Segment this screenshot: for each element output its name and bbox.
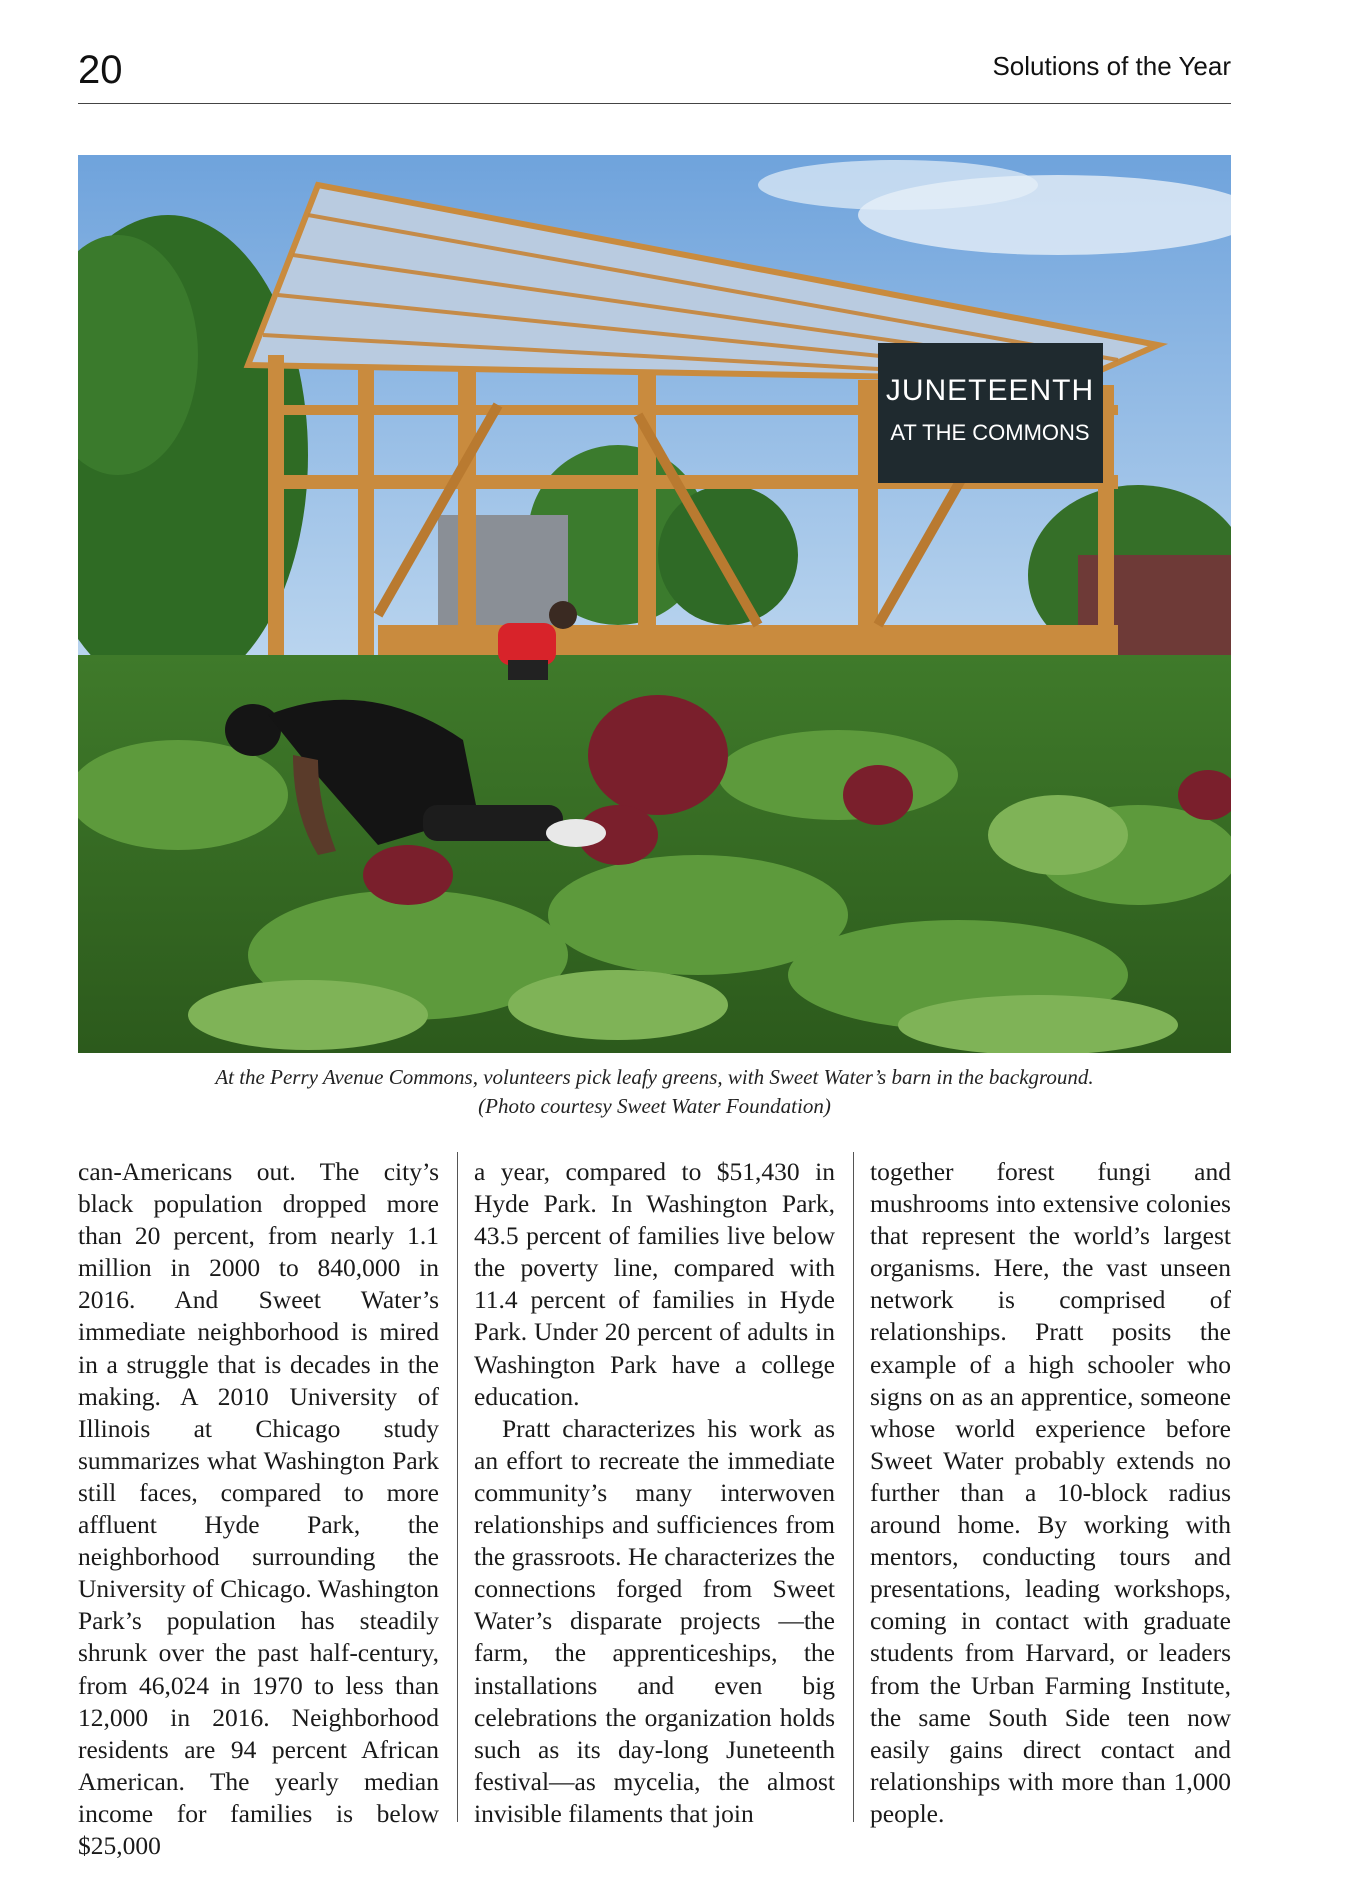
barn-post [268, 355, 284, 655]
juneteenth-banner [878, 343, 1103, 483]
running-header: Solutions of the Year [992, 51, 1231, 81]
caption-line-2: (Photo courtesy Sweet Water Foundation) [478, 1094, 831, 1118]
page-number: 20 [78, 48, 123, 92]
paragraph: together forest fungi and mushrooms into extensive colonies that represent the world’s largest organisms. Here, the vast unseen network is comprised of relationships. Pratt posits the example of a high schooler who signs on as an apprentice, someone whose world experience before Sweet Water probably extends no further than a 10-block radius around home. By working with mentors, conducting tours and presentations, leading workshops, coming in contact with graduate students from Harvard, or leaders from the Urban Farming Institute, the same South Side teen now easily gains direct contact and relationships with more than 1,000 people. [870, 1157, 1231, 1828]
garden-photo [78, 155, 1231, 1053]
caption-line-1: At the Perry Avenue Commons, volunteers pick leafy greens, with Sweet Water’s barn in the background. [215, 1065, 1094, 1089]
paragraph: Pratt characterizes his work as an effort to recreate the immediate community’s many interwoven relationships and sufficiences from the grassroots. He characterizes the connections forged from Sweet Water’s disparate projects —the farm, the apprenticeships, the installations and even big celebrations the organization holds such as its day-long Juneteenth festival—as mycelia, the almost invisible filaments that join [474, 1413, 835, 1828]
banner-text-line1: JUNETEENTH [885, 374, 1095, 407]
banner-text-line2: AT THE COMMONS [890, 420, 1090, 445]
column-rule [853, 1152, 854, 1822]
photo-caption [78, 1063, 1231, 1121]
cloud [758, 160, 1038, 210]
column-rule [457, 1152, 458, 1822]
header-rule [78, 103, 1231, 104]
text-column-3 [870, 1156, 1231, 1830]
text-column-2 [474, 1156, 835, 1830]
tree [658, 485, 798, 625]
paragraph: can-Americans out. The city’s black population dropped more than 20 percent, from nearly 1.1 million in 2000 to 840,000 in 2016. And Sweet Water’s immediate neighborhood is mired in a struggle that is decades in the making. A 2010 University of Illinois at Chicago study summarizes what Washington Park still faces, compared to more affluent Hyde Park, the neighborhood surrounding the University of Chicago. Washington Park’s population has steadily shrunk over the past half-century, from 46,024 in 1970 to less than 12,000 in 2016. Neighborhood residents are 94 percent African American. The yearly median income for families is below $25,000 [78, 1157, 439, 1860]
text-column-1 [78, 1156, 439, 1862]
paragraph: a year, compared to $51,430 in Hyde Park. In Washington Park, 43.5 percent of families live below the poverty line, compared with 11.4 percent of families in Hyde Park. Under 20 percent of adults in Washington Park have a college education. [474, 1157, 835, 1411]
